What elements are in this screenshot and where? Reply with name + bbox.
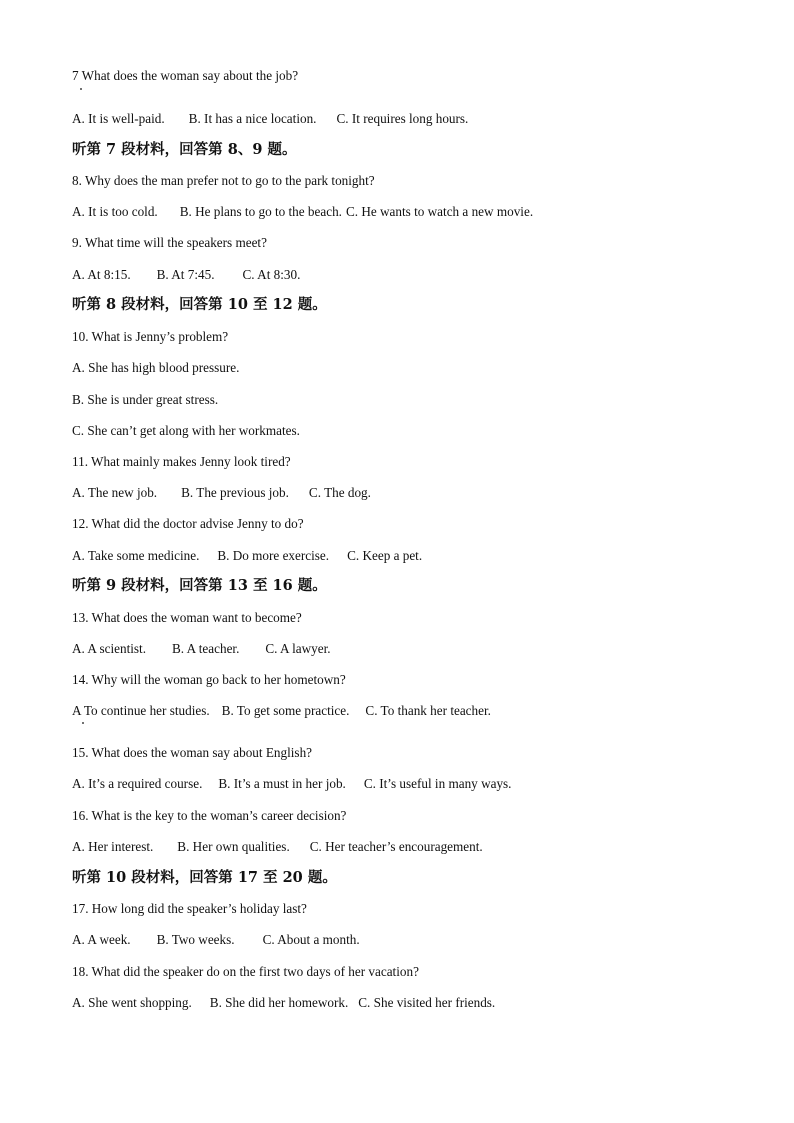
question-12-stem: 12. What did the doctor advise Jenny to do? [72,516,304,531]
option-c: C. At 8:30. [242,267,301,282]
question-7-stem: 7 What does the woman say about the job? [72,68,299,83]
option-a: A. It is too cold. [72,204,158,219]
option-a: A To continue her studies. [72,703,210,718]
option-c: C. A lawyer. [265,641,331,656]
option-b: B. A teacher. [172,641,240,656]
stray-dot [82,722,84,724]
question-13-options [72,641,331,657]
question-10-option-a: A. She has high blood pressure. [72,360,240,375]
question-17-stem: 17. How long did the speaker’s holiday last? [72,901,307,916]
question-7-options [72,111,468,127]
question-12-options [72,548,422,564]
section-heading-8: 听第 8 段材料，回答第 10 至 12 题。 [72,296,327,313]
option-b: B. At 7:45. [156,267,215,282]
option-c: C. About a month. [262,932,360,947]
option-c: C. Keep a pet. [347,548,423,563]
option-b: B. It has a nice location. [188,111,317,126]
option-c: C. The dog. [308,485,371,500]
section-heading-9: 听第 9 段材料，回答第 13 至 16 题。 [72,577,327,594]
option-c: C. He wants to watch a new movie. [345,204,534,219]
option-a: A. Her interest. [72,839,154,854]
option-b: B. Two weeks. [156,932,235,947]
question-9-stem: 9. What time will the speakers meet? [72,235,267,250]
question-16-options [72,839,483,855]
question-18-options [72,995,495,1011]
option-a: A. A week. [72,932,131,947]
option-c: C. It’s useful in many ways. [363,776,512,791]
option-b: B. It’s a must in her job. [218,776,346,791]
section-heading-10: 听第 10 段材料，回答第 17 至 20 题。 [72,869,337,886]
section-heading-7: 听第 7 段材料，回答第 8、9 题。 [72,141,297,158]
question-16-stem: 16. What is the key to the woman’s career decision? [72,808,347,823]
question-18-stem: 18. What did the speaker do on the first two days of her vacation? [72,964,419,979]
question-10-option-c: C. She can’t get along with her workmates. [72,423,300,438]
question-9-options [72,267,300,283]
option-b: B. To get some practice. [221,703,350,718]
question-8-stem: 8. Why does the man prefer not to go to the park tonight? [72,173,375,188]
option-a: A. It’s a required course. [72,776,203,791]
question-15-stem: 15. What does the woman say about English? [72,745,313,760]
option-c: C. She visited her friends. [358,995,496,1010]
option-c: C. To thank her teacher. [365,703,491,718]
option-a: A. The new job. [72,485,158,500]
option-b: B. She did her homework. [209,995,349,1010]
option-c: C. It requires long hours. [336,111,469,126]
question-10-stem: 10. What is Jenny’s problem? [72,329,229,344]
question-17-options [72,932,360,948]
question-10-option-b: B. She is under great stress. [72,392,219,407]
question-15-options [72,776,511,792]
option-a: A. At 8:15. [72,267,131,282]
option-a: A. Take some medicine. [72,548,200,563]
option-b: B. Her own qualities. [177,839,290,854]
question-14-options [72,703,491,719]
option-b: B. He plans to go to the beach. [179,204,342,219]
option-b: B. The previous job. [181,485,289,500]
question-13-stem: 13. What does the woman want to become? [72,610,302,625]
question-11-options [72,485,371,501]
question-14-stem: 14. Why will the woman go back to her hometown? [72,672,346,687]
stray-dot [80,88,82,90]
option-a: A. It is well-paid. [72,111,165,126]
question-11-stem: 11. What mainly makes Jenny look tired? [72,454,291,469]
option-a: A. She went shopping. [72,995,192,1010]
option-a: A. A scientist. [72,641,146,656]
option-b: B. Do more exercise. [217,548,330,563]
question-8-options [72,204,533,220]
option-c: C. Her teacher’s encouragement. [309,839,483,854]
